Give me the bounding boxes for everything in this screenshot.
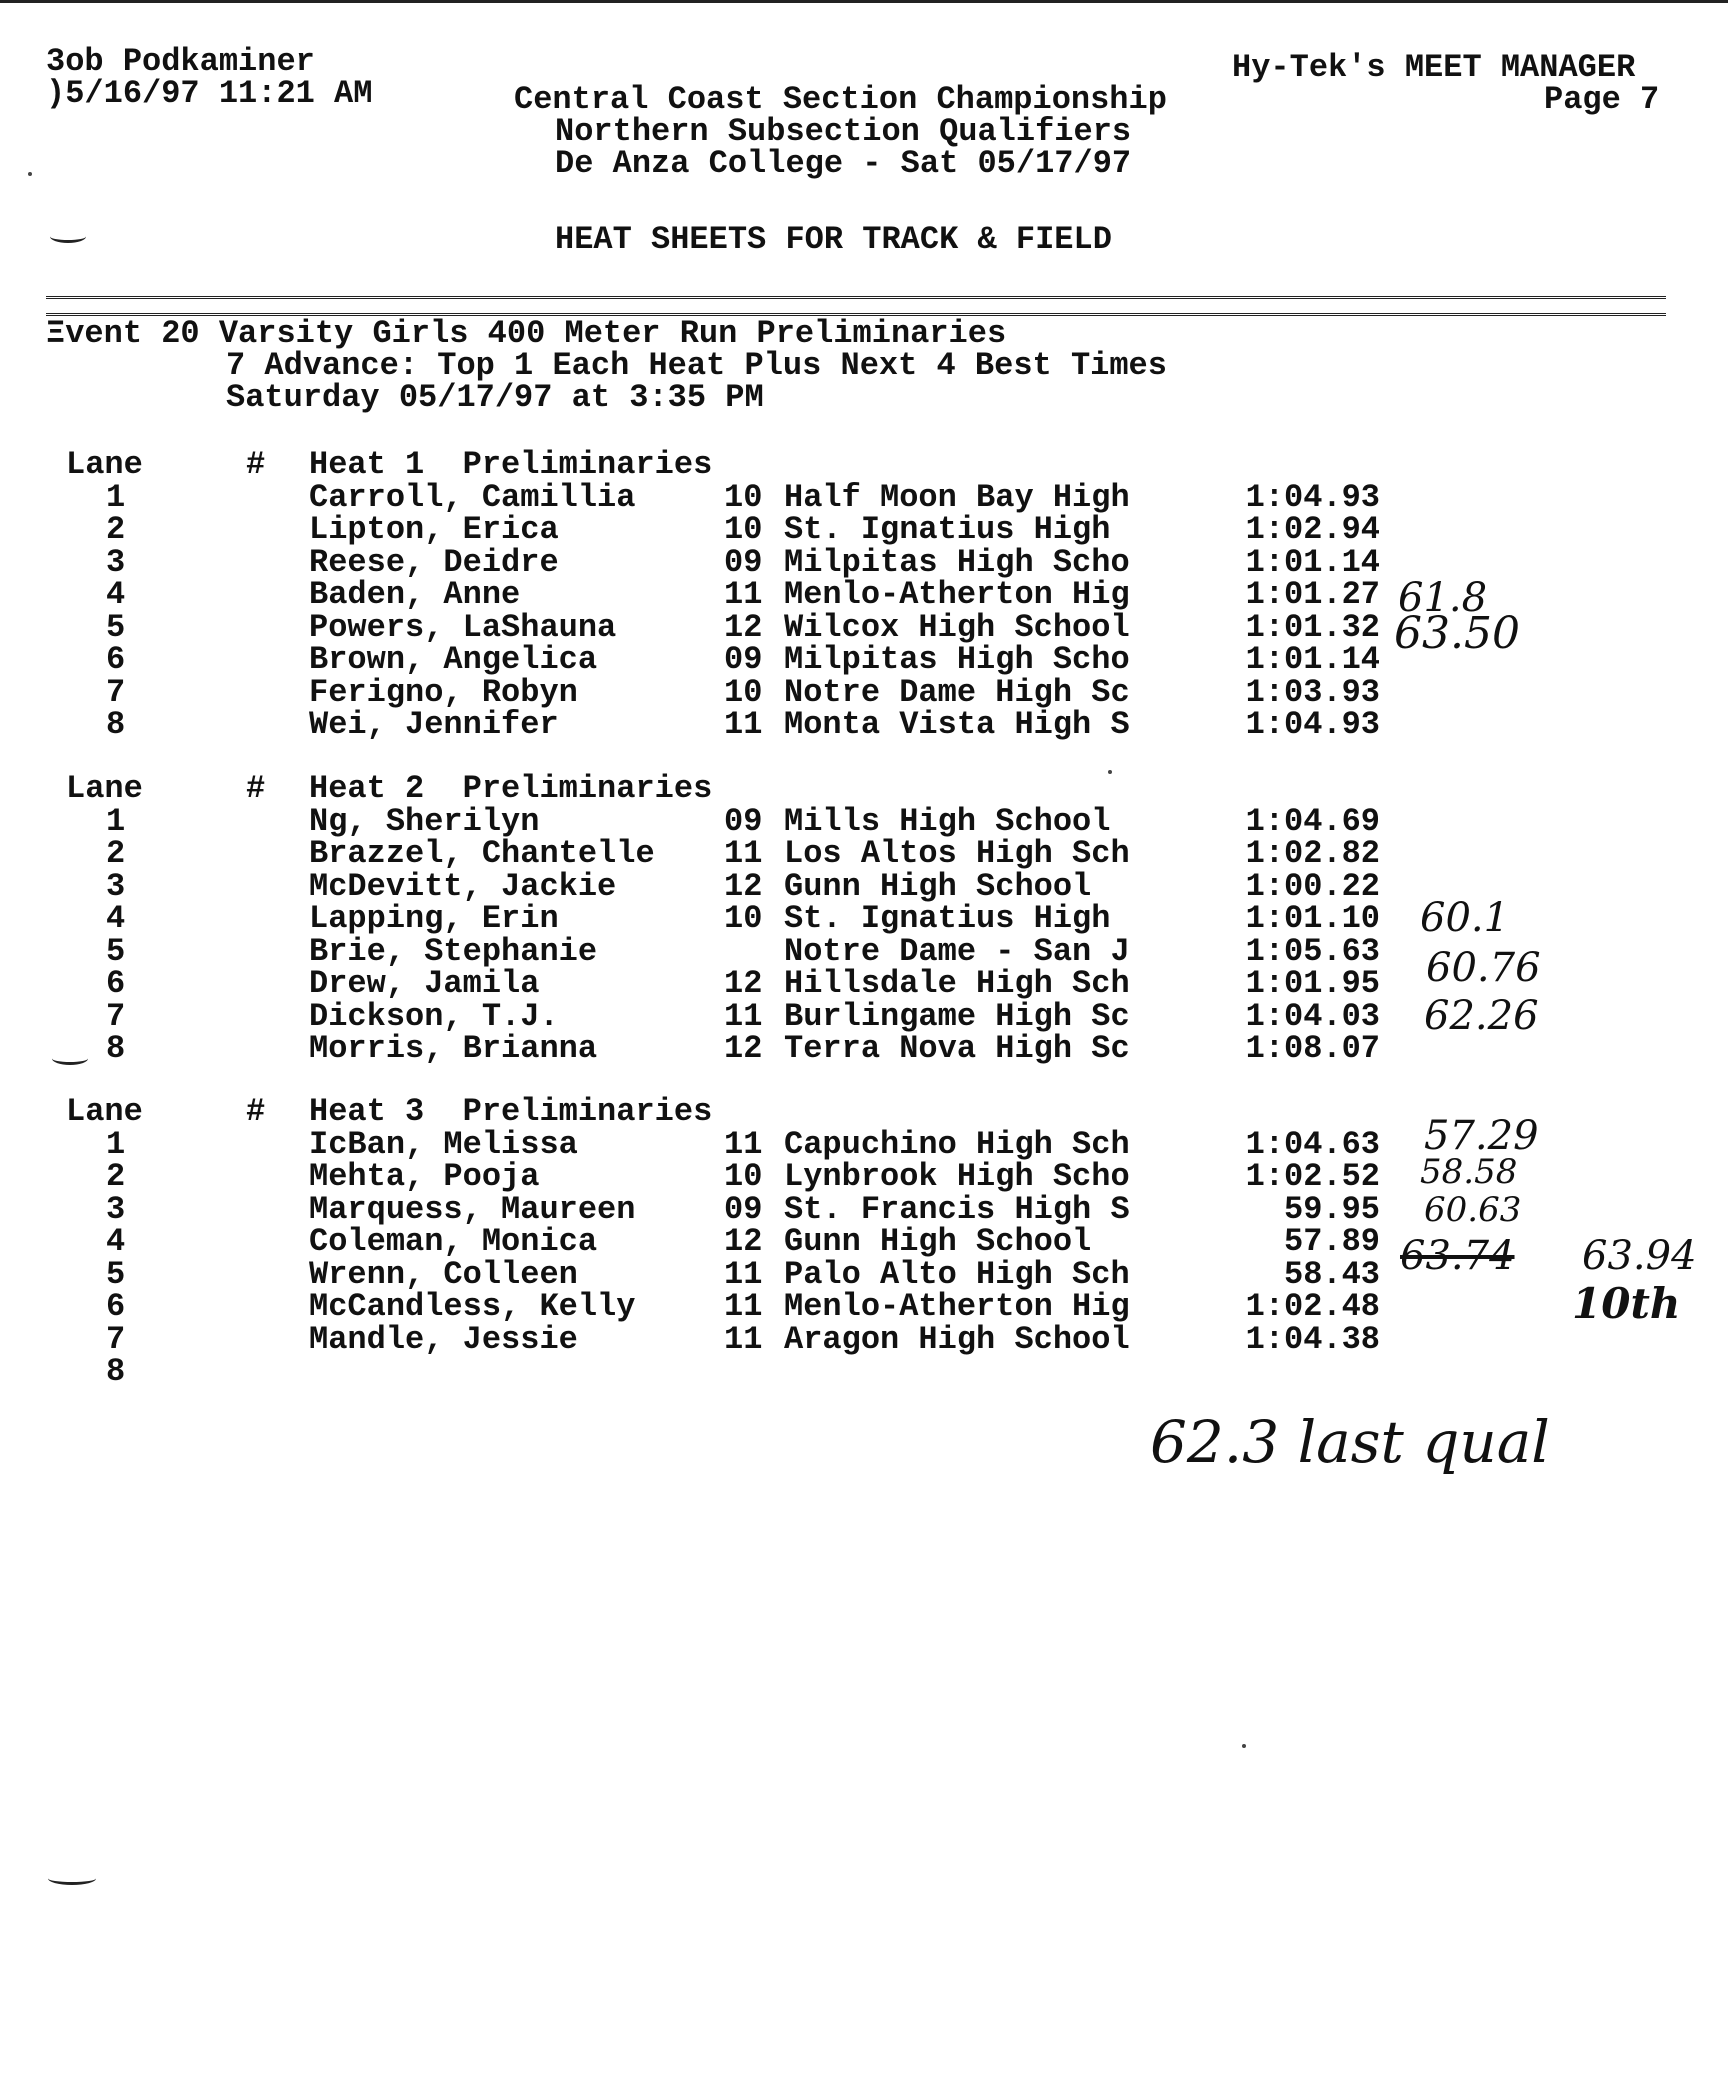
meet-subtitle: Northern Subsection Qualifiers xyxy=(555,113,1132,150)
lane-number: 7 xyxy=(106,1321,126,1358)
lane-number: 8 xyxy=(106,1030,126,1067)
lane-number: 3 xyxy=(106,868,126,905)
lane-number: 5 xyxy=(106,1256,126,1293)
athlete-school: Mills High School xyxy=(784,803,1111,840)
number-header: # xyxy=(246,1093,266,1130)
athlete-year: 12 xyxy=(724,965,763,1002)
scan-mark xyxy=(52,1052,88,1065)
lane-number: 1 xyxy=(106,479,126,516)
seed-time: 1:04.93 xyxy=(1245,479,1380,516)
seed-time: 1:02.94 xyxy=(1245,511,1380,548)
scan-mark xyxy=(48,1872,96,1885)
athlete-year: 11 xyxy=(724,1321,763,1358)
seed-time: 1:02.82 xyxy=(1245,835,1380,872)
number-header: # xyxy=(246,770,266,807)
lane-number: 2 xyxy=(106,511,126,548)
seed-time: 1:08.07 xyxy=(1245,1030,1380,1067)
athlete-school: Gunn High School xyxy=(784,868,1092,905)
athlete-name: Dickson, T.J. xyxy=(309,998,559,1035)
seed-time: 58.43 xyxy=(1283,1256,1380,1293)
athlete-school: Burlingame High Sc xyxy=(784,998,1130,1035)
lane-header: Lane xyxy=(66,1093,143,1130)
heat-title: Heat 1 Preliminaries xyxy=(309,446,713,483)
seed-time: 1:04.38 xyxy=(1245,1321,1380,1358)
scan-dot xyxy=(28,172,32,176)
header-name: 3ob Podkaminer xyxy=(46,43,315,80)
top-border-line xyxy=(0,0,1728,3)
handwritten-note-struck: 63.74 xyxy=(1400,1233,1515,1279)
lane-number: 2 xyxy=(106,835,126,872)
athlete-school: Hillsdale High Sch xyxy=(784,965,1130,1002)
seed-time: 1:02.52 xyxy=(1245,1158,1380,1195)
seed-time: 1:01.14 xyxy=(1245,544,1380,581)
lane-number: 5 xyxy=(106,933,126,970)
scan-mark xyxy=(50,230,86,243)
athlete-school: Milpitas High Scho xyxy=(784,641,1130,678)
athlete-year: 11 xyxy=(724,706,763,743)
seed-time: 1:01.10 xyxy=(1245,900,1380,937)
event-schedule: Saturday 05/17/97 at 3:35 PM xyxy=(226,379,764,416)
handwritten-note: 60.1 xyxy=(1420,895,1510,941)
athlete-year: 12 xyxy=(724,609,763,646)
athlete-school: St. Ignatius High xyxy=(784,900,1111,937)
lane-number: 7 xyxy=(106,998,126,1035)
athlete-name: Morris, Brianna xyxy=(309,1030,598,1067)
athlete-name: Brie, Stephanie xyxy=(309,933,598,970)
athlete-school: Monta Vista High S xyxy=(784,706,1130,743)
athlete-year: 12 xyxy=(724,1223,763,1260)
lane-number: 3 xyxy=(106,1191,126,1228)
header-page-number: Page 7 xyxy=(1544,81,1660,118)
heat-title: Heat 2 Preliminaries xyxy=(309,770,713,807)
athlete-name: Marquess, Maureen xyxy=(309,1191,636,1228)
athlete-school: St. Ignatius High xyxy=(784,511,1111,548)
athlete-name: Brown, Angelica xyxy=(309,641,598,678)
number-header: # xyxy=(246,446,266,483)
lane-number: 6 xyxy=(106,965,126,1002)
athlete-name: Coleman, Monica xyxy=(309,1223,598,1260)
athlete-name: Baden, Anne xyxy=(309,576,521,613)
handwritten-footer-note: 62.3 last qual xyxy=(1150,1408,1550,1476)
seed-time: 57.89 xyxy=(1283,1223,1380,1260)
athlete-school: Los Altos High Sch xyxy=(784,835,1130,872)
athlete-school: Palo Alto High Sch xyxy=(784,1256,1130,1293)
athlete-name: IcBan, Melissa xyxy=(309,1126,578,1163)
athlete-year: 12 xyxy=(724,1030,763,1067)
lane-number: 6 xyxy=(106,641,126,678)
athlete-name: Powers, LaShauna xyxy=(309,609,617,646)
heat-title: Heat 3 Preliminaries xyxy=(309,1093,713,1130)
athlete-year: 09 xyxy=(724,1191,763,1228)
athlete-year: 09 xyxy=(724,641,763,678)
athlete-name: Mehta, Pooja xyxy=(309,1158,540,1195)
athlete-year: 10 xyxy=(724,674,763,711)
lane-number: 1 xyxy=(106,803,126,840)
seed-time: 1:01.32 xyxy=(1245,609,1380,646)
athlete-name: Lipton, Erica xyxy=(309,511,559,548)
athlete-school: Milpitas High Scho xyxy=(784,544,1130,581)
separator-line xyxy=(46,296,1666,316)
lane-number: 4 xyxy=(106,900,126,937)
lane-number: 3 xyxy=(106,544,126,581)
athlete-name: Wei, Jennifer xyxy=(309,706,559,743)
athlete-year: 12 xyxy=(724,868,763,905)
athlete-name: Carroll, Camillia xyxy=(309,479,636,516)
event-advance-rule: 7 Advance: Top 1 Each Heat Plus Next 4 Best Times xyxy=(226,347,1167,384)
lane-number: 6 xyxy=(106,1288,126,1325)
athlete-school: Menlo-Atherton Hig xyxy=(784,576,1130,613)
seed-time: 1:04.93 xyxy=(1245,706,1380,743)
lane-number: 4 xyxy=(106,1223,126,1260)
lane-number: 2 xyxy=(106,1158,126,1195)
scan-dot xyxy=(1242,1744,1246,1748)
athlete-year: 09 xyxy=(724,544,763,581)
athlete-school: Notre Dame High Sc xyxy=(784,674,1130,711)
athlete-year: 10 xyxy=(724,479,763,516)
athlete-name: Ng, Sherilyn xyxy=(309,803,540,840)
sheet-title: HEAT SHEETS FOR TRACK & FIELD xyxy=(555,221,1112,258)
lane-number: 1 xyxy=(106,1126,126,1163)
athlete-year: 11 xyxy=(724,835,763,872)
seed-time: 59.95 xyxy=(1283,1191,1380,1228)
handwritten-note: 61.8 xyxy=(1398,575,1488,621)
seed-time: 1:01.27 xyxy=(1245,576,1380,613)
athlete-school: Gunn High School xyxy=(784,1223,1092,1260)
athlete-name: Lapping, Erin xyxy=(309,900,559,937)
handwritten-note: 62.26 xyxy=(1424,993,1539,1039)
header-software: Hy-Tek's MEET MANAGER xyxy=(1232,49,1636,86)
handwritten-note: 58.58 xyxy=(1420,1152,1518,1192)
athlete-name: Ferigno, Robyn xyxy=(309,674,578,711)
athlete-year: 10 xyxy=(724,900,763,937)
athlete-name: Mandle, Jessie xyxy=(309,1321,578,1358)
seed-time: 1:04.03 xyxy=(1245,998,1380,1035)
seed-time: 1:01.14 xyxy=(1245,641,1380,678)
athlete-school: Notre Dame - San J xyxy=(784,933,1130,970)
seed-time: 1:04.69 xyxy=(1245,803,1380,840)
lane-number: 8 xyxy=(106,706,126,743)
athlete-year: 11 xyxy=(724,1288,763,1325)
athlete-school: Wilcox High School xyxy=(784,609,1130,646)
athlete-school: St. Francis High S xyxy=(784,1191,1130,1228)
header-datetime: )5/16/97 11:21 AM xyxy=(46,75,373,112)
athlete-name: Brazzel, Chantelle xyxy=(309,835,655,872)
meet-location: De Anza College - Sat 05/17/97 xyxy=(555,145,1132,182)
athlete-school: Capuchino High Sch xyxy=(784,1126,1130,1163)
seed-time: 1:04.63 xyxy=(1245,1126,1380,1163)
lane-header: Lane xyxy=(66,446,143,483)
athlete-year: 11 xyxy=(724,1126,763,1163)
athlete-name: McDevitt, Jackie xyxy=(309,868,617,905)
handwritten-note: 63.50 xyxy=(1394,608,1520,659)
seed-time: 1:02.48 xyxy=(1245,1288,1380,1325)
athlete-year: 09 xyxy=(724,803,763,840)
athlete-name: Wrenn, Colleen xyxy=(309,1256,578,1293)
athlete-year: 11 xyxy=(724,576,763,613)
handwritten-note: 60.76 xyxy=(1426,945,1541,991)
lane-number: 5 xyxy=(106,609,126,646)
handwritten-place: 10th xyxy=(1572,1279,1681,1328)
athlete-year: 11 xyxy=(724,998,763,1035)
lane-number: 7 xyxy=(106,674,126,711)
athlete-name: McCandless, Kelly xyxy=(309,1288,636,1325)
athlete-year: 10 xyxy=(724,1158,763,1195)
seed-time: 1:03.93 xyxy=(1245,674,1380,711)
meet-title: Central Coast Section Championship xyxy=(514,81,1167,118)
seed-time: 1:01.95 xyxy=(1245,965,1380,1002)
athlete-school: Half Moon Bay High xyxy=(784,479,1130,516)
lane-number: 8 xyxy=(106,1353,126,1390)
athlete-name: Reese, Deidre xyxy=(309,544,559,581)
athlete-school: Terra Nova High Sc xyxy=(784,1030,1130,1067)
athlete-year: 10 xyxy=(724,511,763,548)
handwritten-note: 57.29 xyxy=(1424,1113,1539,1159)
lane-number: 4 xyxy=(106,576,126,613)
handwritten-note: 60.63 xyxy=(1424,1190,1522,1230)
athlete-school: Aragon High School xyxy=(784,1321,1130,1358)
seed-time: 1:00.22 xyxy=(1245,868,1380,905)
scan-dot xyxy=(1108,770,1112,774)
handwritten-note: 63.94 xyxy=(1582,1233,1697,1279)
event-title: Ξvent 20 Varsity Girls 400 Meter Run Preliminaries xyxy=(46,315,1007,352)
lane-header: Lane xyxy=(66,770,143,807)
athlete-school: Menlo-Atherton Hig xyxy=(784,1288,1130,1325)
seed-time: 1:05.63 xyxy=(1245,933,1380,970)
athlete-name: Drew, Jamila xyxy=(309,965,540,1002)
athlete-school: Lynbrook High Scho xyxy=(784,1158,1130,1195)
athlete-year: 11 xyxy=(724,1256,763,1293)
